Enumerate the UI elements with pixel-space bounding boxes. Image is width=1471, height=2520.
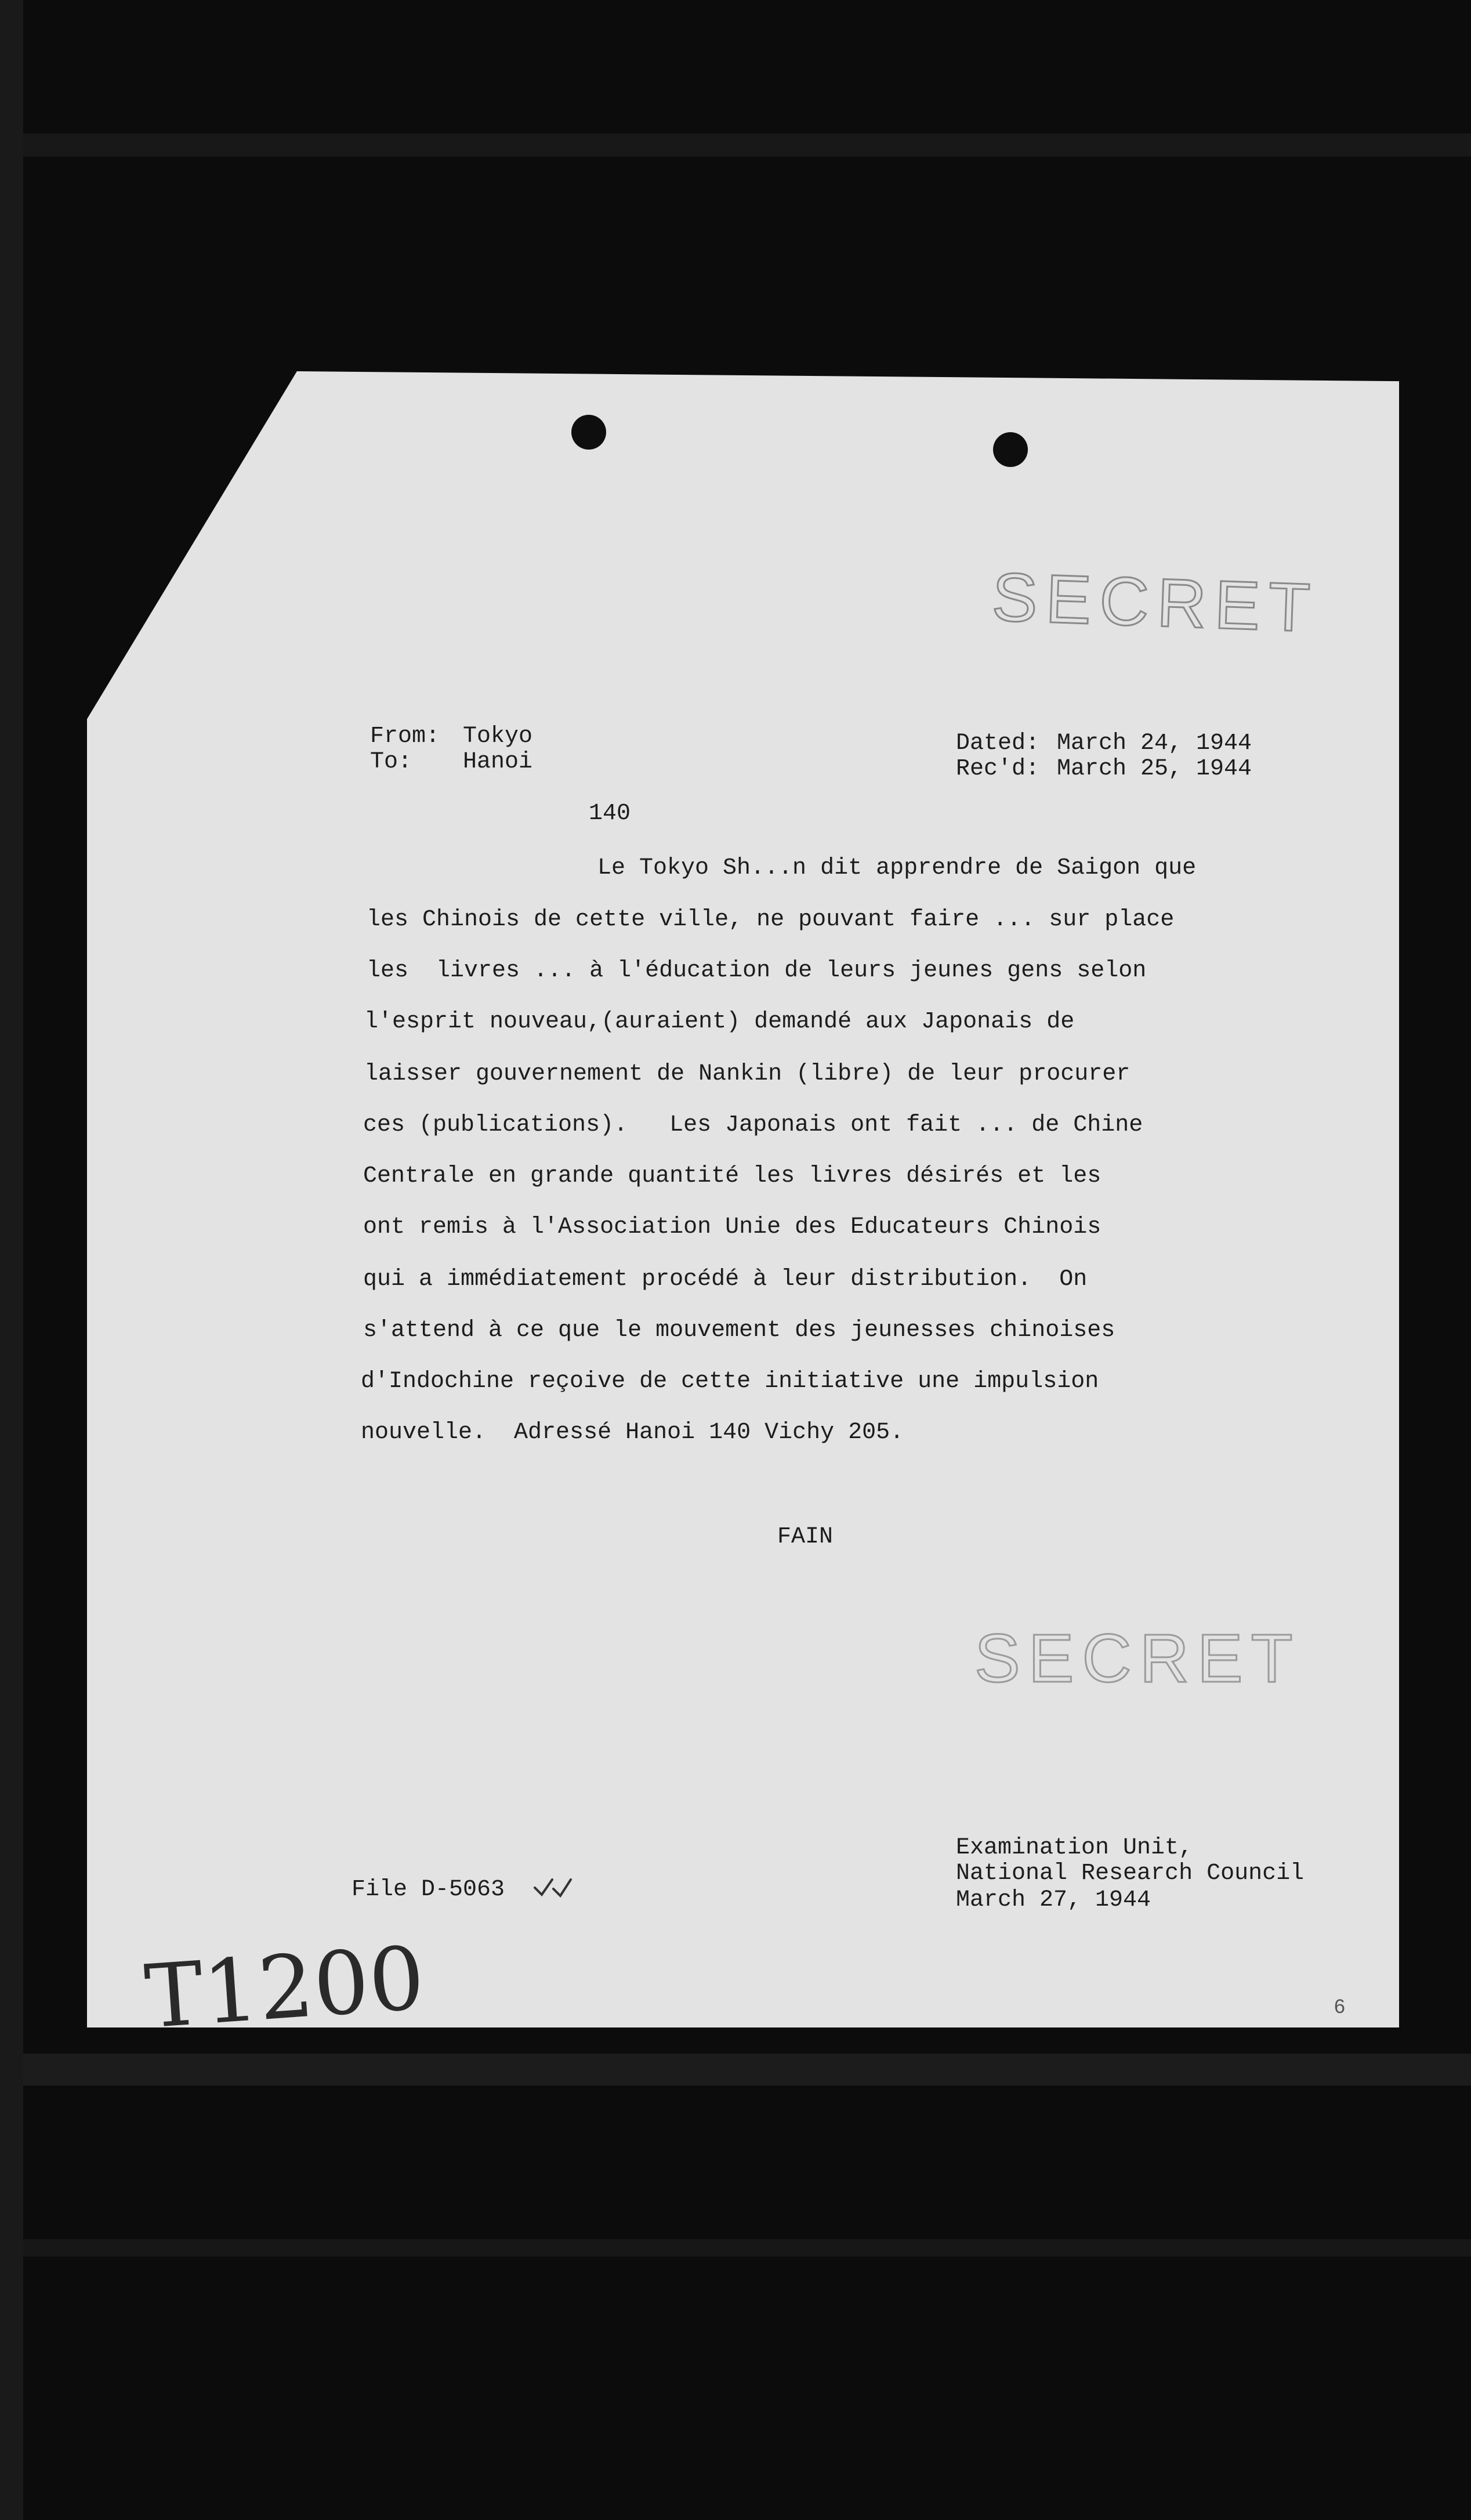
film-band (0, 133, 1471, 157)
to-label: To: (370, 749, 412, 775)
recd-value: March 25, 1944 (1057, 756, 1252, 782)
secret-stamp-top: SECRET (990, 559, 1320, 647)
body-line: ont remis à l'Association Unie des Educateurs Chinois (363, 1214, 1102, 1240)
body-line: l'esprit nouveau,(auraient) demandé aux Japonais de (364, 1009, 1075, 1035)
dated-label: Dated: (956, 730, 1040, 756)
research-council: National Research Council (956, 1860, 1305, 1887)
file-reference: File D-5063 (352, 1877, 505, 1903)
punch-hole (993, 432, 1028, 467)
check-mark-icon (532, 1874, 590, 1903)
body-line: les Chinois de cette ville, ne pouvant faire ... sur place (367, 907, 1175, 933)
from-value: Tokyo (463, 723, 533, 750)
signature: FAIN (777, 1524, 834, 1550)
page-number: 6 (1334, 1996, 1345, 2018)
body-line: laisser gouvernement de Nankin (libre) de leur procurer (364, 1061, 1131, 1087)
to-value: Hanoi (463, 749, 533, 775)
body-line: qui a immédiatement procédé à leur distribution. On (363, 1266, 1088, 1292)
body-line: ces (publications). Les Japonais ont fait ... de Chine (363, 1112, 1143, 1138)
recd-label: Rec'd: (956, 756, 1040, 782)
body-line: les livres ... à l'éducation de leurs jeunes gens selon (367, 958, 1147, 984)
dated-value: March 24, 1944 (1057, 730, 1252, 756)
body-line: d'Indochine reçoive de cette initiative une impulsion (361, 1368, 1099, 1395)
handwritten-note: T1200 (142, 1928, 428, 2048)
examination-unit: Examination Unit, (956, 1835, 1193, 1861)
body-line: nouvelle. Adressé Hanoi 140 Vichy 205. (361, 1420, 904, 1446)
film-band (0, 2054, 1471, 2085)
message-number: 140 (589, 801, 631, 827)
body-line: Le Tokyo Sh...n dit apprendre de Saigon que (597, 855, 1197, 881)
footer-date: March 27, 1944 (956, 1887, 1151, 1913)
secret-stamp-bottom: SECRET (974, 1620, 1301, 1697)
film-band (0, 2239, 1471, 2257)
body-line: s'attend à ce que le mouvement des jeunesses chinoises (363, 1317, 1115, 1344)
punch-hole (571, 415, 606, 450)
film-edge (0, 0, 23, 2520)
from-label: From: (370, 723, 440, 750)
body-line: Centrale en grande quantité les livres désirés et les (363, 1163, 1102, 1189)
